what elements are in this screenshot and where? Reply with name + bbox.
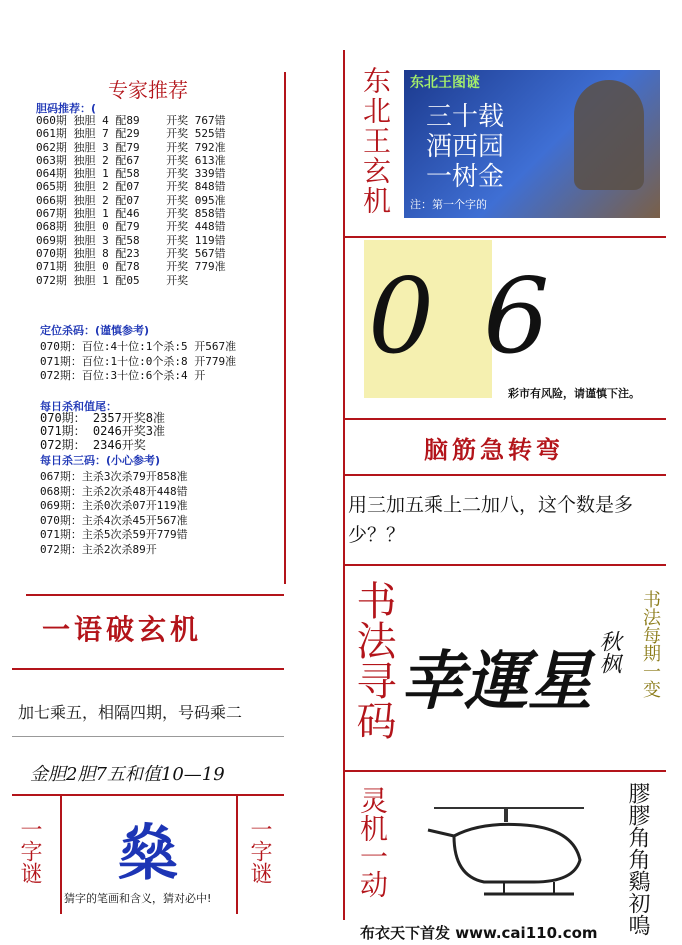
dongbei-vertical: 东北王玄机 bbox=[359, 66, 392, 216]
big-digits: 0 6 bbox=[368, 255, 558, 377]
dan-row: 067期 独胆 1 配46 开奖 858错 bbox=[36, 207, 226, 221]
daily-row: 071期： 0246开奖3准 bbox=[40, 424, 166, 439]
position-table bbox=[40, 340, 236, 384]
zimi-left: 一字谜 bbox=[17, 818, 42, 884]
dan-row: 068期 独胆 0 配79 开奖 448错 bbox=[36, 220, 226, 234]
kill3-row: 069期：主杀0次杀07开119准 bbox=[40, 499, 188, 512]
kill3-row: 072期：主杀2次杀89开 bbox=[40, 542, 157, 556]
dan-row: 061期 独胆 7 配29 开奖 525错 bbox=[36, 127, 226, 141]
divider bbox=[236, 796, 238, 914]
kill3-row: 067期：主杀3次杀79开858准 bbox=[40, 470, 188, 483]
divider bbox=[12, 668, 284, 670]
position-row: 072期：百位:3十位:6个杀:4 开 bbox=[40, 369, 206, 382]
daily-row: 070期： 2357开奖8准 bbox=[40, 411, 166, 425]
dan-row: 065期 独胆 2 配07 开奖 848错 bbox=[36, 180, 226, 194]
kill3-table bbox=[40, 470, 188, 557]
dan-table bbox=[36, 114, 226, 287]
divider bbox=[343, 236, 666, 238]
divider bbox=[343, 418, 666, 420]
zimi-hint: 猜字的笔画和含义，猜对必中! bbox=[64, 892, 212, 905]
divider bbox=[12, 794, 284, 796]
image-poem-line: 酒西园 bbox=[426, 132, 505, 162]
shufa-vertical: 书法寻码 bbox=[350, 580, 396, 740]
divider bbox=[60, 796, 62, 914]
shufa-big: 幸運星 bbox=[400, 644, 592, 719]
daily-row: 072期： 2346开奖 bbox=[40, 437, 146, 452]
buddha-icon bbox=[574, 80, 644, 190]
zimi-right: 一字谜 bbox=[247, 818, 272, 884]
riddle-vertical: 膠膠角角鷄初鳴 bbox=[625, 782, 650, 936]
shufa-sign: 秋枫 bbox=[596, 630, 621, 674]
dan-row: 070期 独胆 8 配23 开奖 567错 bbox=[36, 246, 226, 260]
daily-label: 每日杀和值尾： bbox=[40, 400, 117, 413]
dan-label: 胆码推荐：( bbox=[36, 102, 97, 115]
shufa-side: 书法每期一变 bbox=[640, 590, 661, 698]
helicopter-icon bbox=[424, 796, 594, 904]
dongbei-image bbox=[404, 70, 660, 218]
dan-row: 064期 独胆 1 配58 开奖 339错 bbox=[36, 167, 226, 181]
kill3-row: 068期：主杀2次杀48开448错 bbox=[40, 484, 188, 498]
dan-row: 071期 独胆 0 配78 开奖 779准 bbox=[36, 260, 226, 274]
position-row: 070期：百位:4十位:1个杀:5 开567准 bbox=[40, 340, 237, 353]
divider bbox=[12, 736, 284, 737]
brain-question: 用三加五乘上二加八，这个数是多少？？ bbox=[348, 494, 634, 546]
right-column-border bbox=[343, 50, 345, 920]
kill3-row: 070期：主杀4次杀45开567准 bbox=[40, 513, 188, 527]
position-row: 071期：百位:1十位:0个杀:8 开779准 bbox=[40, 354, 237, 368]
kill3-row: 071期：主杀5次杀59开779错 bbox=[40, 528, 188, 541]
dan-row: 066期 独胆 2 配07 开奖 095准 bbox=[36, 193, 226, 207]
divider bbox=[343, 474, 666, 476]
risk-text: 彩市有风险，请谨慎下注。 bbox=[508, 387, 640, 400]
daily-table bbox=[40, 412, 165, 452]
dan-row: 072期 独胆 1 配05 开奖 bbox=[36, 273, 189, 287]
image-poem-line: 三十载 bbox=[426, 102, 505, 132]
footer-text: 布衣天下首发 www.cai110.com bbox=[360, 924, 598, 942]
image-poem-line: 一树金 bbox=[426, 162, 505, 192]
kill3-label: 每日杀三码：(小心参考) bbox=[40, 454, 161, 467]
yiyu-title: 一语破玄机 bbox=[42, 613, 203, 646]
lingji-vertical: 灵机一动 bbox=[356, 786, 389, 898]
zimi-char: 燊 bbox=[118, 819, 178, 889]
expert-title: 专家推荐 bbox=[108, 78, 188, 102]
dan-row: 062期 独胆 3 配79 开奖 792准 bbox=[36, 140, 226, 154]
divider bbox=[343, 770, 666, 772]
divider bbox=[26, 594, 284, 596]
divider bbox=[343, 564, 666, 566]
left-column-border bbox=[284, 72, 286, 584]
image-caption: 注：第一个字的 bbox=[410, 198, 487, 211]
gold-text: 金胆2胆7五和值10—19 bbox=[30, 764, 225, 785]
image-title: 东北王图谜 bbox=[410, 75, 480, 91]
dan-row: 063期 独胆 2 配67 开奖 613准 bbox=[36, 153, 226, 167]
dan-row: 060期 独胆 4 配89 开奖 767错 bbox=[36, 114, 226, 127]
yiyu-text: 加七乘五，相隔四期，号码乘二 bbox=[18, 703, 243, 722]
brain-title: 脑筋急转弯 bbox=[424, 435, 564, 464]
dan-row: 069期 独胆 3 配58 开奖 119错 bbox=[36, 233, 226, 247]
position-label: 定位杀码：(谨慎参考) bbox=[40, 324, 150, 337]
